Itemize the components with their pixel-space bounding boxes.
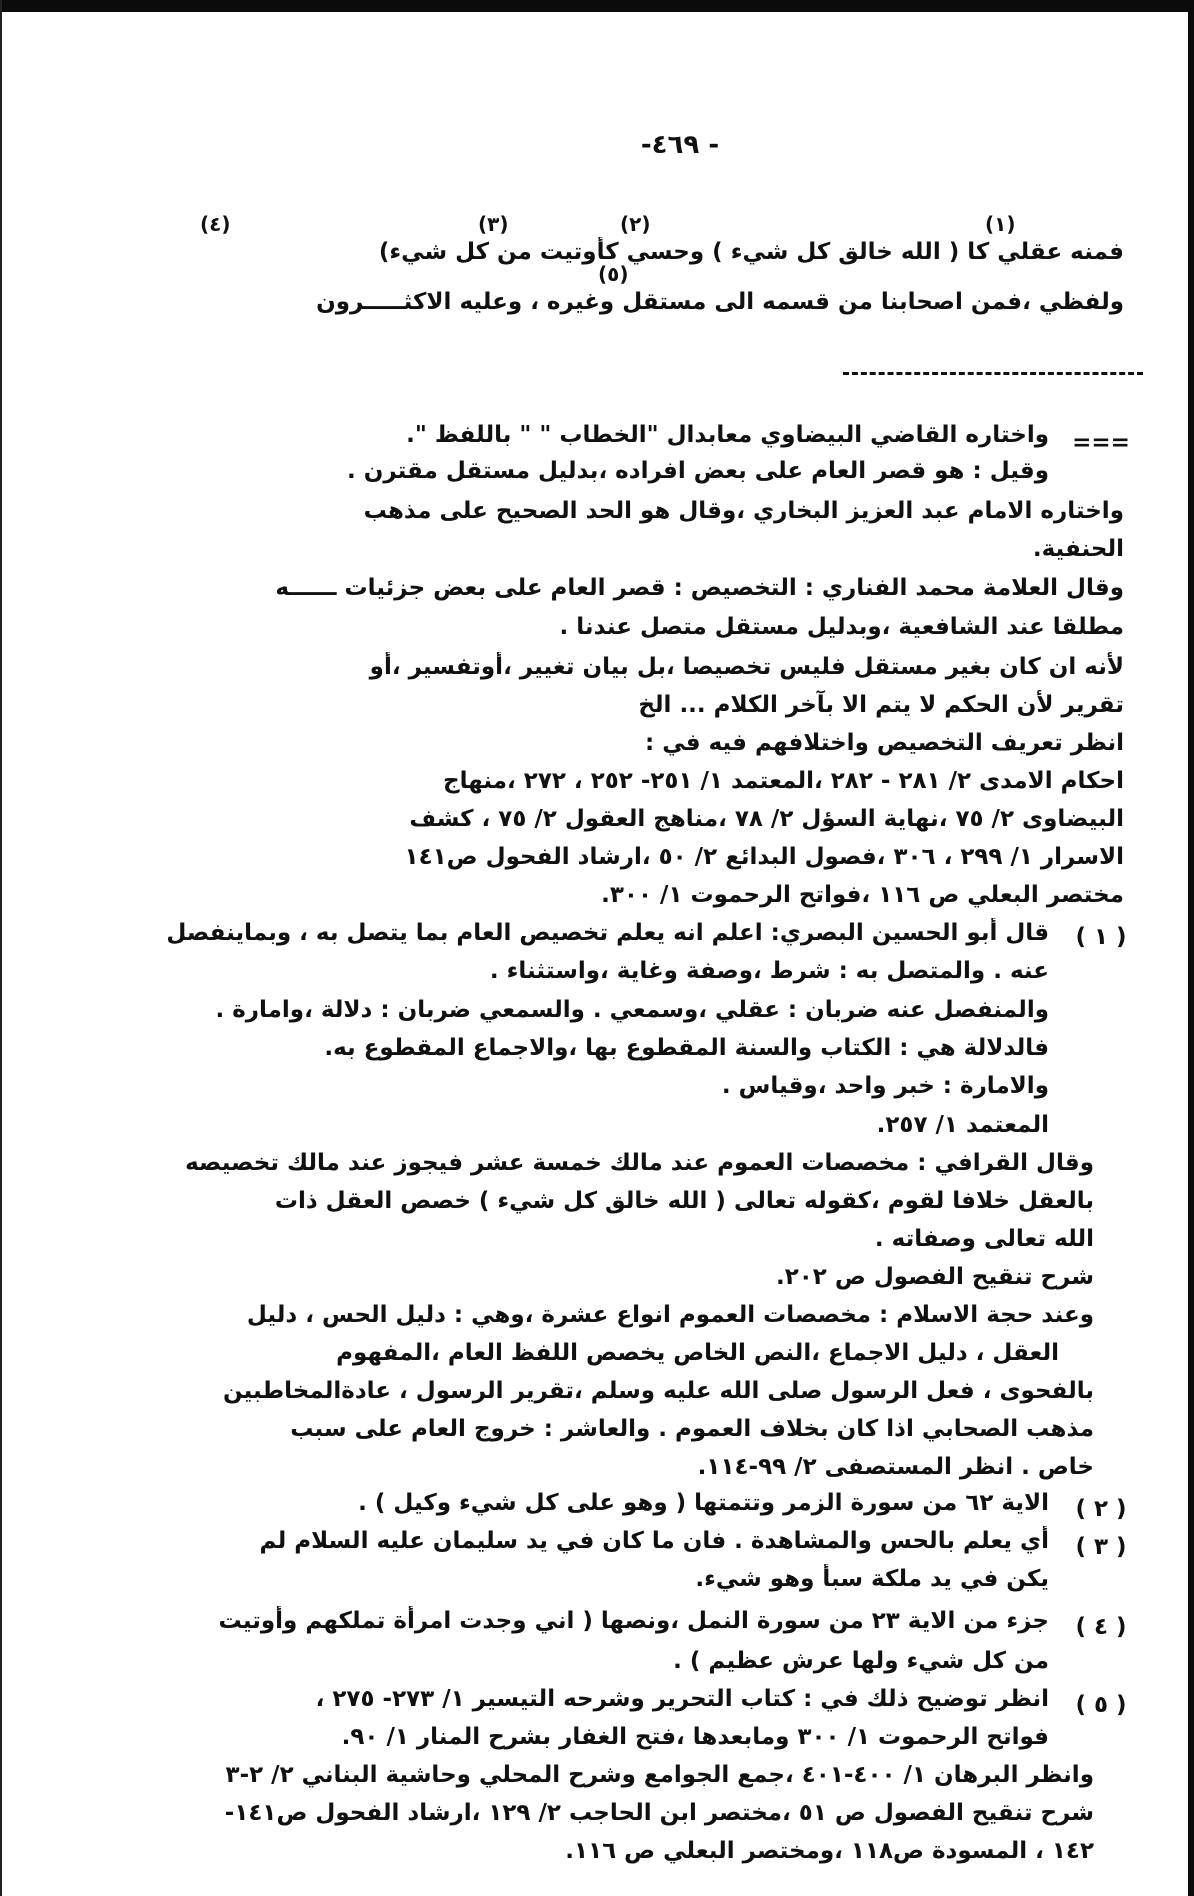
note-1-line: مذهب الصحابي اذا كان بخلاف العموم . والعاشر : خروج العام على سبب: [290, 1416, 1094, 1442]
note-marker-2: ( ٢ ): [1075, 1496, 1127, 1522]
note-4-line: من كل شيء ولها عرش عظيم ) .: [673, 1648, 1049, 1674]
note-1-line: فالدلالة هي : الكتاب والسنة المقطوع بها ،والاجماع المقطوع به.: [324, 1035, 1049, 1061]
note-1-line: شرح تنقيح الفصول ص ٢٠٢.: [775, 1264, 1094, 1290]
note-intro-line: مطلقا عند الشافعية ،وبدليل مستقل متصل عندنا .: [559, 614, 1124, 640]
note-2-line: الاية ٦٢ من سورة الزمر وتتمتها ( وهو على كل شيء وكيل ) .: [358, 1490, 1049, 1516]
note-intro-line: واختاره القاضي البيضاوي معابدال "الخطاب " " باللفظ ".: [406, 422, 1049, 448]
note-marker-5: ( ٥ ): [1075, 1692, 1127, 1718]
note-marker-1: ( ١ ): [1075, 924, 1127, 950]
note-intro-line: تقرير لأن الحكم لا يتم الا بآخر الكلام ... الخ: [638, 692, 1124, 718]
note-5-line: انظر توضيح ذلك في : كتاب التحرير وشرحه التيسير ١/ ٢٧٣- ٢٧٥ ،: [315, 1686, 1049, 1712]
note-1-line: بالفحوى ، فعل الرسول صلى الله عليه وسلم ،تقرير الرسول ، عادةالمخاطبين: [222, 1378, 1094, 1404]
main-text-line-1: فمنه عقلي كا ( الله خالق كل شيء ) وحسي كأوتيت من كل شيء): [378, 239, 1124, 265]
note-5-line: وانظر البرهان ١/ ٤٠٠-٤٠١ ،جمع الجوامع وشرح المحلي وحاشية البناني ٢/ ٢-٣: [225, 1762, 1094, 1788]
note-3-line: أي يعلم بالحس والمشاهدة . فان ما كان في يد سليمان عليه السلام لم: [259, 1528, 1049, 1554]
footnote-ref-1: (١): [985, 212, 1016, 236]
scan-edge-left: [0, 0, 2, 1896]
note-1-line: والامارة : خبر واحد ،وقياس .: [721, 1073, 1049, 1099]
note-intro-line: وقيل : هو قصر العام على بعض افراده ،بدليل مستقل مقترن .: [346, 458, 1049, 484]
continuation-marker: ===: [1072, 430, 1130, 456]
footnote-ref-4: (٤): [200, 212, 231, 236]
note-intro-line: واختاره الامام عبد العزيز البخاري ،وقال هو الحد الصحيح على مذهب: [363, 498, 1124, 524]
note-5-line: ١٤٢ ، المسودة ص١١٨ ،ومختصر البعلي ص ١١٦.: [565, 1838, 1094, 1864]
note-marker-3: ( ٣ ): [1075, 1534, 1127, 1560]
note-intro-line: مختصر البعلي ص ١١٦ ،فواتح الرحموت ١/ ٣٠٠.: [601, 882, 1124, 908]
footnote-separator: [843, 372, 1143, 375]
note-intro-line: وقال العلامة محمد الفناري : التخصيص : قصر العام على بعض جزئيات ــــــه: [275, 575, 1124, 601]
note-1-line: وعند حجة الاسلام : مخصصات العموم انواع عشرة ،وهي : دليل الحس ، دليل: [246, 1302, 1094, 1328]
note-intro-line: البيضاوى ٢/ ٧٥ ،نهاية السؤل ٢/ ٧٨ ،مناهج العقول ٢/ ٧٥ ، كشف: [409, 806, 1124, 832]
footnote-ref-3: (٣): [478, 212, 509, 236]
note-1-line: والمنفصل عنه ضربان : عقلي ،وسمعي . والسمعي ضربان : دلالة ،وامارة .: [215, 997, 1049, 1023]
note-1-line: بالعقل خلافا لقوم ،كقوله تعالى ( الله خالق كل شيء ) خصص العقل ذات: [274, 1188, 1094, 1214]
note-intro-line: الاسرار ١/ ٢٩٩ ، ٣٠٦ ،فصول البدائع ٢/ ٥٠ ،ارشاد الفحول ص١٤١: [404, 844, 1124, 870]
note-5-line: فواتح الرحموت ١/ ٣٠٠ ومابعدها ،فتح الغفار بشرح المنار ١/ ٩٠.: [341, 1724, 1049, 1750]
footnote-ref-2: (٢): [620, 212, 651, 236]
note-1-line: المعتمد ١/ ٢٥٧.: [876, 1112, 1049, 1138]
note-4-line: جزء من الاية ٢٣ من سورة النمل ،ونصها ( اني وجدت امرأة تملكهم وأوتيت: [218, 1608, 1049, 1634]
footnote-ref-5: (٥): [598, 262, 629, 286]
note-intro-line: انظر تعريف التخصيص واختلافهم فيه في :: [645, 730, 1124, 756]
scan-edge-right: [1188, 0, 1194, 1896]
note-intro-line: الحنفية.: [1032, 536, 1124, 562]
note-1-line: وقال القرافي : مخصصات العموم عند مالك خمسة عشر فيجوز عند مالك تخصيصه: [185, 1150, 1094, 1176]
note-1-line: عنه . والمتصل به : شرط ،وصفة وغاية ،واستثناء .: [489, 958, 1049, 984]
note-1-line: قال أبو الحسين البصري: اعلم انه يعلم تخصيص العام بما يتصل به ، وبماينفصل: [166, 920, 1049, 946]
note-1-line: العقل ، دليل الاجماع ،النص الخاص يخصص اللفظ العام ،المفهوم: [336, 1340, 1059, 1366]
note-intro-line: احكام الامدى ٢/ ٢٨١ - ٢٨٢ ،المعتمد ١/ ٢٥١- ٢٥٢ ، ٢٧٢ ،منهاج: [443, 768, 1124, 794]
note-3-line: يكن في يد ملكة سبأ وهو شيء.: [695, 1566, 1049, 1592]
note-intro-line: لأنه ان كان بغير مستقل فليس تخصيصا ،بل بيان تغيير ،أوتفسير ،أو: [369, 654, 1124, 680]
note-1-line: الله تعالى وصفاته .: [874, 1226, 1094, 1252]
page-number: - ٤٦٩-: [640, 130, 720, 160]
scan-edge-top: [0, 0, 1194, 12]
note-marker-4: ( ٤ ): [1075, 1614, 1127, 1640]
note-5-line: شرح تنقيح الفصول ص ٥١ ،مختصر ابن الحاجب ٢/ ١٢٩ ،ارشاد الفحول ص١٤١-: [224, 1800, 1094, 1826]
main-text-line-2: ولفظي ،فمن اصحابنا من قسمه الى مستقل وغيره ، وعليه الاكثـــــرون: [316, 289, 1124, 315]
note-1-line: خاص . انظر المستصفى ٢/ ٩٩-١١٤.: [697, 1454, 1094, 1480]
